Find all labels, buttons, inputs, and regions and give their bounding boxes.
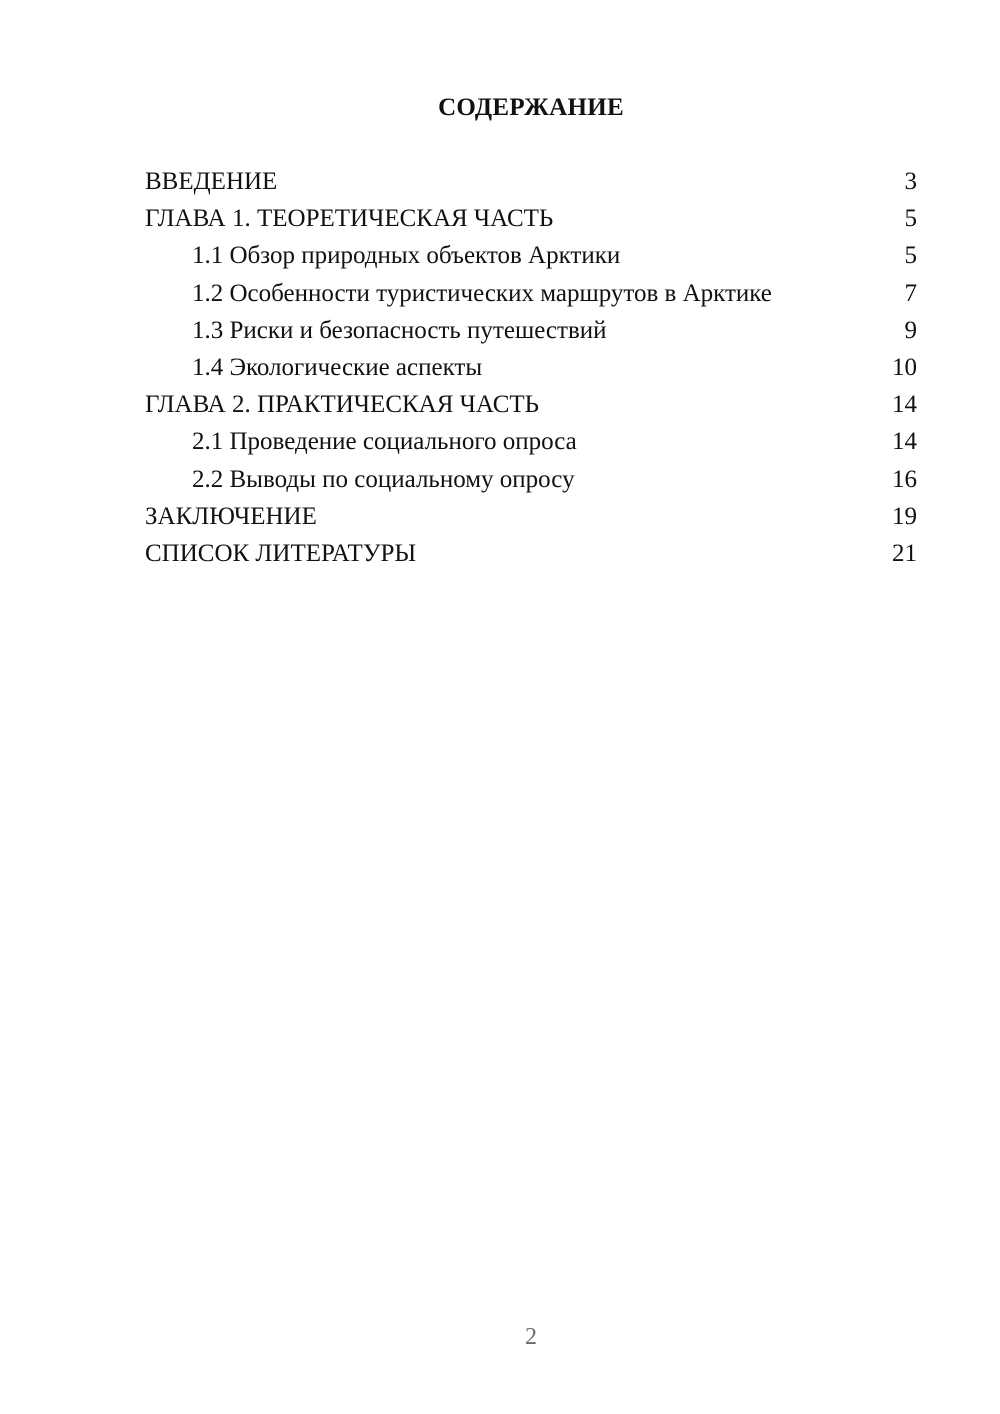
- toc-entry-page-number: 14: [892, 428, 917, 456]
- toc-entry-page-number: 16: [892, 465, 917, 493]
- toc-entry-page-number: 5: [904, 205, 917, 233]
- toc-entry-label: СПИСОК ЛИТЕРАТУРЫ: [145, 540, 417, 568]
- toc-entry: [145, 461, 917, 498]
- toc-entry: [145, 535, 917, 572]
- toc-entry-page-number: 3: [904, 168, 917, 195]
- toc-entry-label: ГЛАВА 1. ТЕОРЕТИЧЕСКАЯ ЧАСТЬ: [145, 205, 554, 233]
- toc-entry-page-number: 5: [904, 242, 917, 270]
- toc-entry: [145, 498, 917, 535]
- page-title: СОДЕРЖАНИЕ: [438, 94, 624, 121]
- toc-entry: [145, 349, 917, 386]
- toc-entry-label: 2.2 Выводы по социальному опросу: [192, 465, 575, 493]
- toc-entry: [145, 275, 917, 312]
- toc-entry-page-number: 10: [892, 354, 917, 382]
- toc-entry-page-number: 9: [904, 316, 917, 344]
- toc-entry: [145, 200, 917, 237]
- toc-entry: [145, 163, 917, 200]
- toc-entry-page-number: 21: [892, 540, 917, 568]
- toc-entry-label: ГЛАВА 2. ПРАКТИЧЕСКАЯ ЧАСТЬ: [145, 391, 540, 419]
- toc-entry: [145, 386, 917, 423]
- toc-entry-label: ЗАКЛЮЧЕНИЕ: [145, 502, 317, 530]
- toc-entry-page-number: 7: [904, 279, 917, 307]
- toc-entry-label: 1.3 Риски и безопасность путешествий: [192, 316, 607, 344]
- toc-entry-page-number: 19: [892, 502, 917, 530]
- toc-entry-page-number: 14: [892, 391, 917, 419]
- toc-entry-label: 1.2 Особенности туристических маршрутов в Арктике: [192, 279, 772, 307]
- toc-entry: [145, 312, 917, 349]
- toc-entry-label: 1.1 Обзор природных объектов Арктики: [192, 242, 621, 270]
- footer-page-number: 2: [525, 1324, 537, 1350]
- toc-entry-label: 2.1 Проведение социального опроса: [192, 428, 577, 456]
- toc-entry-label: ВВЕДЕНИЕ: [145, 168, 278, 195]
- toc-list: [145, 163, 917, 572]
- toc-entry: [145, 237, 917, 274]
- toc-entry-label: 1.4 Экологические аспекты: [192, 354, 483, 382]
- toc-entry: [145, 423, 917, 460]
